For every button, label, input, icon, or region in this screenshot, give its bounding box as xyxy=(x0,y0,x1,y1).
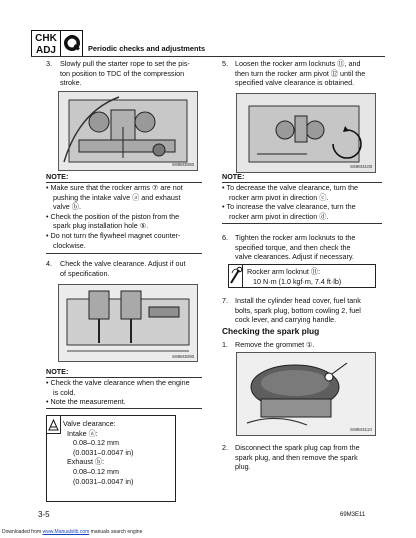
note-1-title: NOTE: xyxy=(46,172,69,181)
spec-lines xyxy=(63,419,133,486)
download-notice xyxy=(2,529,142,535)
torque-lines xyxy=(247,267,341,286)
note-1-bullet-line: clockwise. xyxy=(53,240,86,250)
note-2-bullet-line: is cold. xyxy=(53,387,76,397)
step-6-line: Tighten the rocker arm locknuts to the xyxy=(235,233,356,242)
step-6-text xyxy=(235,233,355,262)
note-1-bullet: • Check the position of the piston from the xyxy=(46,211,180,221)
note-1-bullet-line: spark plug installation hole ⑤. xyxy=(53,221,149,231)
torque-line: 10 N·m (1.0 kgf·m, 7.4 ft·lb) xyxy=(253,276,342,286)
note-2-bullets xyxy=(46,378,206,407)
note-3-bullet-line: rocker arm pivot in direction ⓒ. xyxy=(229,192,329,202)
badge-bottom: ADJ xyxy=(35,45,56,56)
step-7-line: bolts, spark plug, bottom cowling 2, fuel xyxy=(235,305,361,315)
step-2-line: Disconnect the spark plug cap from the xyxy=(235,443,360,452)
note-1-bullet-line: pushing the intake valve ⓐ and exhaust xyxy=(53,192,181,202)
note-1-bullets xyxy=(46,183,206,250)
badge-top: CHK xyxy=(35,33,57,44)
section-header-title: Periodic checks and adjustments xyxy=(88,44,206,53)
step-5-text xyxy=(235,59,365,88)
step-5-line: Loosen the rocker arm locknuts ⑪, and xyxy=(235,59,361,68)
step-3-line: ton position to TDC of the compression xyxy=(60,68,185,78)
note-3-bullet: • To decrease the valve clearance, turn the xyxy=(222,183,358,192)
step-4-line: of specification. xyxy=(60,268,110,278)
step-7-text xyxy=(235,296,361,325)
download-suffix: manuals search engine xyxy=(89,529,143,535)
step-1-line: Remove the grommet ①. xyxy=(235,340,315,349)
note-3-bullets xyxy=(222,183,387,221)
torque-line: Rocker arm locknut ⑪: xyxy=(247,267,321,276)
note-3-bullet-line: rocker arm pivot in direction ⓓ. xyxy=(229,211,329,221)
step-3-line: Slowly pull the starter rope to set the pis- xyxy=(60,59,190,68)
note-2-bullet: • Note the measurement. xyxy=(46,397,126,407)
note-1-rule-bottom xyxy=(46,253,202,254)
spec-triangle-icon xyxy=(47,416,61,434)
document-code: 69M3E11 xyxy=(340,512,366,518)
grommet-figure xyxy=(236,352,376,436)
torque-spec-box xyxy=(228,264,376,288)
step-4-line: Check the valve clearance. Adjust if out xyxy=(60,259,186,268)
step-1-number: 1. xyxy=(222,340,228,349)
step-2-line: plug. xyxy=(235,462,251,472)
note-3-bullet: • To increase the valve clearance, turn the xyxy=(222,202,356,212)
figure-code: S69M3090 xyxy=(172,354,195,359)
download-prefix: Downloaded from xyxy=(2,529,43,535)
step-5-line: specified valve clearance is obtained. xyxy=(235,78,355,88)
step-7-line: cock lever, and carrying handle. xyxy=(235,315,337,325)
note-2-rule-bottom xyxy=(46,408,202,409)
figure-code: S69M3110 xyxy=(350,427,372,432)
step-1-text xyxy=(235,340,315,350)
figure-code: S69M3080 xyxy=(172,162,195,167)
note-1-bullet: • Make sure that the rocker arms ⑦ are not xyxy=(46,183,183,192)
engine-figure-tdc xyxy=(58,91,198,171)
chk-adj-badge xyxy=(31,30,83,57)
spec-line: Intake ⓐ: xyxy=(67,428,98,438)
spark-plug-section-title: Checking the spark plug xyxy=(222,326,320,336)
torque-wrench-icon xyxy=(229,265,243,288)
note-1-bullet-line: valve ⓑ. xyxy=(53,202,81,212)
valve-clearance-figure xyxy=(58,284,198,362)
step-4-number: 4. xyxy=(46,259,52,268)
step-6-line: valve clearances. Adjust if necessary. xyxy=(235,252,354,262)
valve-clearance-spec-box xyxy=(46,415,176,502)
step-4-text xyxy=(60,259,185,278)
step-3-number: 3. xyxy=(46,59,52,68)
note-3-title: NOTE: xyxy=(222,172,245,181)
step-6-number: 6. xyxy=(222,233,228,242)
spec-line: (0.0031–0.0047 in) xyxy=(73,476,134,486)
step-3-text xyxy=(60,59,190,88)
note-2-bullet: • Check the valve clearance when the engine xyxy=(46,378,190,387)
note-2-title: NOTE: xyxy=(46,367,69,376)
header-rule xyxy=(31,56,385,57)
page-number: 3-5 xyxy=(38,510,50,519)
figure-code: S69M3100 xyxy=(350,164,373,169)
wrench-magnifier-icon xyxy=(60,31,83,57)
step-5-number: 5. xyxy=(222,59,228,68)
rocker-arm-figure xyxy=(236,93,376,173)
spec-line: 0.08–0.12 mm xyxy=(73,466,119,476)
badge-text xyxy=(32,31,60,58)
step-7-number: 7. xyxy=(222,296,228,305)
note-1-bullet: • Do not turn the flywheel magnet counter- xyxy=(46,230,181,240)
step-7-line: Install the cylinder head cover, fuel tank xyxy=(235,296,361,305)
step-2-number: 2. xyxy=(222,443,228,452)
step-2-text xyxy=(235,443,360,472)
spec-line: 0.08–0.12 mm xyxy=(73,438,119,448)
note-3-rule-bottom xyxy=(222,223,382,224)
manualslib-link[interactable]: www.Manualslib.com xyxy=(42,529,90,535)
spec-line: Exhaust ⓑ: xyxy=(67,457,105,467)
step-3-line: stroke. xyxy=(60,78,82,88)
step-6-line: specified torque, and then check the xyxy=(235,242,351,252)
step-2-line: spark plug, and then remove the spark xyxy=(235,452,358,462)
step-5-line: then turn the rocker arm pivot ⑫ until the xyxy=(235,68,366,78)
spec-line: Valve clearance: xyxy=(63,419,116,428)
spec-line: (0.0031–0.0047 in) xyxy=(73,447,134,457)
